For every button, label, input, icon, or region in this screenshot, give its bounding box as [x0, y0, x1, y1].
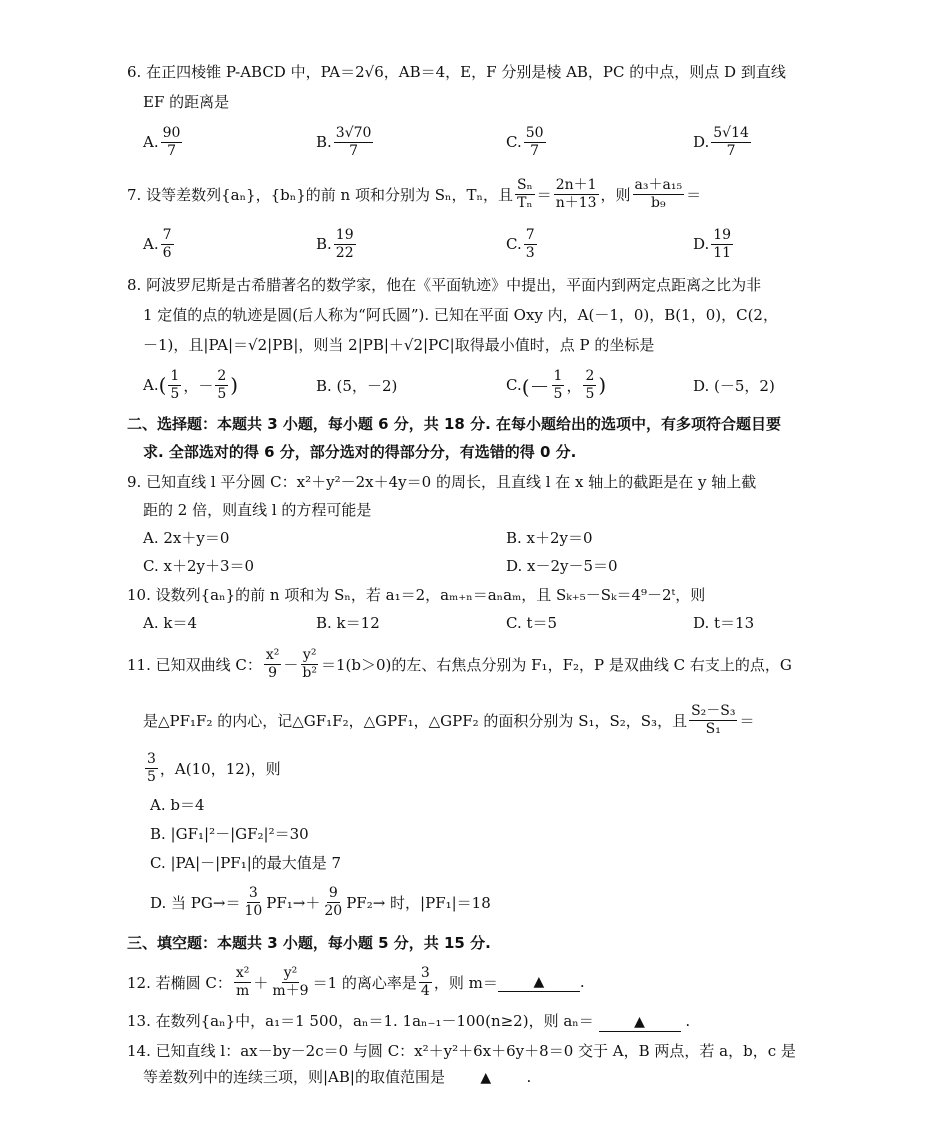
q8-option-d: D. (－5，2) — [693, 376, 775, 395]
q6-option-a: A. $\frac{90}{7}$ — [143, 124, 181, 159]
q9-option-d: D. x－2y－5＝0 — [506, 557, 618, 575]
q9-option-b: B. x＋2y＝0 — [506, 529, 593, 547]
q11-stem-line-3: $\frac{3}{5}$ ，A(10，12)，则 — [147, 750, 281, 785]
q8-option-c: C. (－ $\frac{1}{5}$ ， $\frac{2}{5}$ ) — [506, 367, 607, 402]
q11-stem-line-2: 是△PF₁F₂ 的内心，记△GF₁F₂，△GPF₁，△GPF₂ 的面积分别为 S₁，S₂，S₃，且 $\frac{\text{S₂－S₃}}{\text{S₁}}$ ＝ — [143, 702, 755, 737]
q6-line-2: EF 的距离是 — [143, 93, 230, 111]
q9-option-a: A. 2x＋y＝0 — [143, 529, 230, 547]
q14-line-1: 14. 已知直线 l：ax－by－2c＝0 与圆 C：x²＋y²＋6x＋6y＋8＝0 交于 A，B 两点，若 a，b，c 是 — [127, 1042, 796, 1060]
q8-line-3: －1)，且|PA|＝√2|PB|，则当 2|PB|＋√2|PC|取得最小值时，点 P 的坐标是 — [143, 336, 655, 354]
q7-option-c: C. $\frac{7}{3}$ — [506, 226, 535, 261]
q8-option-b: B. (5，－2) — [316, 376, 398, 395]
q12-answer-blank: ▲ — [498, 973, 580, 992]
q14-answer-blank: ▲ — [480, 1070, 492, 1086]
q10-option-c: C. t＝5 — [506, 614, 558, 632]
q7-option-a: A. $\frac{7}{6}$ — [143, 226, 172, 261]
q13-stem: 13. 在数列{aₙ}中，a₁＝1 500，aₙ＝1. 1aₙ₋₁－100(n≥2)，则 aₙ＝ ▲ . — [127, 1012, 691, 1030]
q7-stem: 7. 设等差数列{aₙ}，{bₙ}的前 n 项和分别为 Sₙ，Tₙ，且 $\frac{\text{Sₙ}}{\text{Tₙ}}$ ＝ $\frac{2n+1}{n+13}$ ，则 $\frac{\text{a₃＋a₁₅}}{\text{b₉}}$ ＝ — [127, 176, 702, 211]
q11-option-b: B. |GF₁|²－|GF₂|²＝30 — [150, 825, 309, 843]
q9-line-1: 9. 已知直线 l 平分圆 C：x²＋y²－2x＋4y＝0 的周长，且直线 l 在 x 轴上的截距是在 y 轴上截 — [127, 473, 757, 491]
q8-line-1: 8. 阿波罗尼斯是古希腊著名的数学家，他在《平面轨迹》中提出，平面内到两定点距离之比为非 — [127, 276, 762, 294]
q6-line-1: 6. 在正四棱锥 P-ABCD 中，PA＝2√6，AB＝4，E，F 分别是棱 AB，PC 的中点，则点 D 到直线 — [127, 63, 786, 81]
q10-option-a: A. k＝4 — [143, 614, 198, 632]
q8-option-a: A. ( $\frac{1}{5}$ ，－ $\frac{2}{5}$ ) — [143, 367, 239, 402]
q6-option-d: D. $\frac{5√14}{7}$ — [693, 124, 749, 159]
q10-option-d: D. t＝13 — [693, 614, 755, 632]
q9-option-c: C. x＋2y＋3＝0 — [143, 557, 255, 575]
q11-option-c: C. |PA|－|PF₁|的最大值是 7 — [150, 854, 342, 872]
q11-stem-line-1: 11. 已知双曲线 C： $\frac{\text{x²}}{9}$ － $\frac{\text{y²}}{\text{b²}}$ ＝1(b＞0)的左、右焦点分别为 F₁，F₂，P 是双曲线 C 右支上的点，G — [127, 646, 792, 681]
q6-option-b: B. $\frac{3√70}{7}$ — [316, 124, 372, 159]
q10-option-b: B. k＝12 — [316, 614, 380, 632]
q9-line-2: 距的 2 倍，则直线 l 的方程可能是 — [143, 501, 372, 519]
q7-option-b: B. $\frac{19}{22}$ — [316, 226, 354, 261]
section-2-heading-line-2: 求. 全部选对的得 6 分，部分选对的得部分分，有选错的得 0 分. — [143, 443, 577, 461]
section-2-heading-line-1: 二、选择题：本题共 3 小题，每小题 6 分，共 18 分. 在每小题给出的选项中，有多项符合题目要 — [127, 415, 782, 433]
q10-line-1: 10. 设数列{aₙ}的前 n 项和为 Sₙ，若 a₁＝2，aₘ₊ₙ＝aₙaₘ，且 Sₖ₊₅－Sₖ＝4⁹－2ᵗ，则 — [127, 586, 706, 604]
q8-line-2: 1 定值的点的轨迹是圆(后人称为“阿氏圆”). 已知在平面 Oxy 内，A(－1，0)，B(1，0)，C(2， — [143, 306, 778, 324]
section-3-heading: 三、填空题：本题共 3 小题，每小题 5 分，共 15 分. — [127, 934, 491, 952]
q11-option-d: D. 当 PG→＝ $\frac{3}{10}$ PF₁→＋ $\frac{9}{20}$ PF₂→ 时，|PF₁|＝18 — [150, 884, 491, 919]
q13-answer-blank: ▲ — [599, 1013, 681, 1032]
q14-line-2: 等差数列中的连续三项，则|AB|的取值范围是 ▲ . — [143, 1068, 532, 1086]
q11-option-a: A. b＝4 — [150, 796, 205, 814]
q12-stem: 12. 若椭圆 C： $\frac{\text{x²}}{m}$ ＋ $\frac{\text{y²}}{m+9}$ ＝1 的离心率是 $\frac{3}{4}$ ，则 m＝ ▲ . — [127, 964, 585, 999]
q6-option-c: C. $\frac{50}{7}$ — [506, 124, 544, 159]
q7-option-d: D. $\frac{19}{11}$ — [693, 226, 732, 261]
